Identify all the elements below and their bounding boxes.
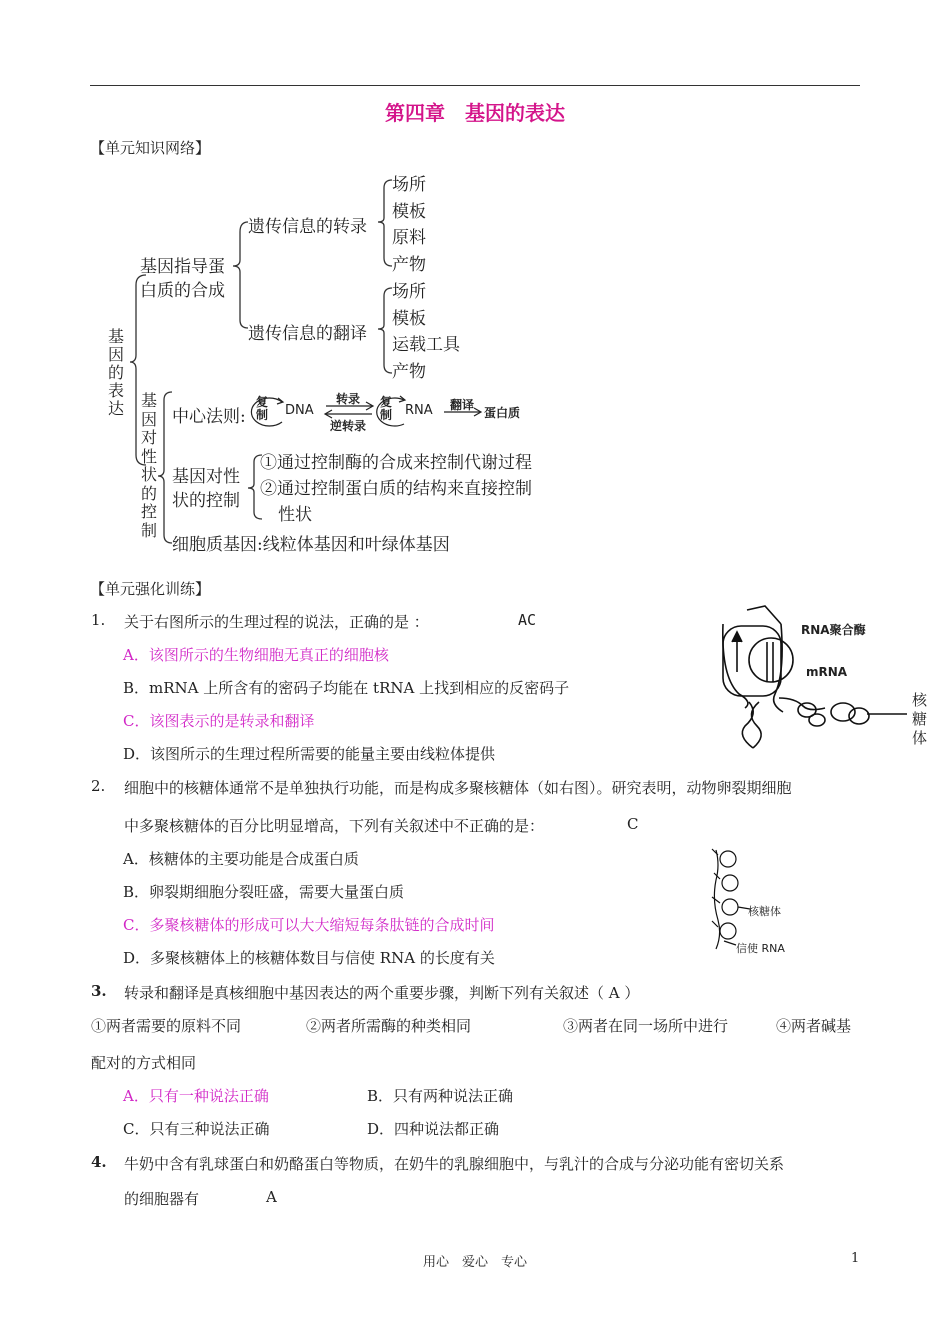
branch2-char: 因 (141, 409, 158, 429)
q3-item-3: ③两者在同一场所中进行 (563, 1017, 729, 1035)
q1-option-d: D．该图所示的生理过程所需要的能量主要由线粒体提供 (123, 745, 496, 763)
branch-trait-control (141, 392, 161, 540)
branch2-char: 状 (141, 465, 158, 484)
q2-answer: C (627, 815, 639, 833)
translate-label: 翻译 (450, 398, 475, 412)
branch2-char: 的 (141, 483, 158, 503)
root-char: 表 (108, 381, 125, 400)
item: 模板 (392, 201, 426, 222)
trait-label-line: 基因对性 (172, 467, 240, 487)
root-char: 的 (108, 363, 125, 382)
trait-item: ②通过控制蛋白质的结构来直接控制 (260, 479, 532, 499)
q3-option-d: D．四种说法都正确 (367, 1120, 500, 1138)
trait-item: ①通过控制酶的合成来控制代谢过程 (260, 453, 532, 473)
q4-number: 4. (91, 1153, 107, 1171)
cytoplasm-genes: 细胞质基因:线粒体基因和叶绿体基因 (172, 535, 450, 555)
q2-option-a: A．核糖体的主要功能是合成蛋白质 (123, 850, 359, 868)
q2-fig-mrna-label: 信使 RNA (736, 942, 785, 955)
trait-item: 性状 (278, 505, 312, 525)
q1-stem: 关于右图所示的生理过程的说法，正确的是 ： (124, 613, 429, 631)
root-char: 基 (108, 327, 125, 346)
branch1-line: 基因指导蛋 (140, 257, 225, 277)
q2-figure-polyribosome (708, 845, 788, 955)
ribosome-char: 体 (912, 729, 928, 747)
page-number: 1 (851, 1251, 860, 1266)
reverse-transcribe-label: 逆转录 (330, 419, 367, 433)
branch1-line: 白质的合成 (140, 281, 225, 301)
q1-option-a: A．该图所示的生物细胞无真正的细胞核 (123, 646, 389, 664)
concept-root (108, 328, 128, 418)
item: 产物 (392, 361, 426, 382)
item: 产物 (392, 254, 426, 275)
q1-fig-mrna-label: mRNA (806, 665, 848, 679)
item: 场所 (392, 175, 426, 195)
ribosome-char: 核 (912, 691, 928, 709)
q2-option-b: B．卵裂期细胞分裂旺盛，需要大量蛋白质 (123, 883, 405, 901)
root-char: 达 (108, 399, 125, 418)
root-char: 因 (108, 345, 125, 364)
item: 场所 (392, 282, 426, 302)
q2-fig-ribosome-label: 核糖体 (748, 905, 781, 918)
translation-items (392, 279, 460, 385)
transcription-node: 遗传信息的转录 (248, 217, 367, 237)
q4-stem-line1: 牛奶中含有乳球蛋白和奶酪蛋白等物质，在奶牛的乳腺细胞中，与乳汁的合成与分泌功能有密切关系 (124, 1155, 785, 1173)
replicate-label-dna: 复制 (256, 395, 269, 422)
q3-item-4: ④两者碱基 (776, 1017, 852, 1035)
branch2-char: 控 (141, 502, 158, 521)
central-dogma-label: 中心法则: (172, 407, 246, 427)
trait-control-items (260, 450, 532, 528)
q3-option-c: C．只有三种说法正确 (123, 1120, 270, 1138)
q3-option-b: B．只有两种说法正确 (367, 1087, 514, 1105)
q1-number: 1. (91, 611, 106, 629)
q1-fig-ribosome-label (912, 691, 928, 748)
translation-node: 遗传信息的翻译 (248, 324, 367, 344)
q2-number: 2. (91, 777, 106, 795)
q2-stem-line1: 细胞中的核糖体通常不是单独执行功能，而是构成多聚核糖体（如右图）。研究表明，动物卵裂期细胞 (124, 779, 792, 797)
rna-label: RNA (405, 403, 433, 418)
q4-answer: A (266, 1188, 277, 1206)
q3-number: 3. (91, 982, 107, 1000)
trait-label-line: 状的控制 (172, 491, 240, 511)
q4-stem-line2: 的细胞器有 (124, 1190, 200, 1208)
q3-item-1: ①两者需要的原料不同 (91, 1017, 242, 1035)
dna-label: DNA (285, 403, 314, 418)
q1-fig-polymerase-label: RNA聚合酶 (801, 623, 866, 637)
q1-answer: AC (518, 611, 537, 629)
q3-item-2: ②两者所需酶的种类相同 (306, 1017, 472, 1035)
trait-control-label (172, 465, 240, 513)
q2-option-c: C．多聚核糖体的形成可以大大缩短每条肽链的合成时间 (123, 916, 495, 934)
transcription-items (392, 172, 426, 278)
q3-option-a: A．只有一种说法正确 (123, 1087, 269, 1105)
item: 运载工具 (392, 335, 460, 355)
branch2-char: 对 (141, 428, 158, 447)
footer-slogan: 用心 爱心 专心 (422, 1255, 527, 1270)
q3-stem: 转录和翻译是真核细胞中基因表达的两个重要步骤，判断下列有关叙述（ A ） (124, 984, 640, 1002)
item: 原料 (392, 228, 426, 248)
section-training-heading: 【单元强化训练】 (90, 580, 211, 598)
ribosome-char: 糖 (912, 710, 928, 728)
branch2-char: 基 (141, 391, 158, 410)
q1-option-b: B．mRNA 上所含有的密码子均能在 tRNA 上找到相应的反密码子 (123, 679, 570, 697)
branch2-char: 制 (141, 520, 158, 540)
protein-label: 蛋白质 (484, 406, 521, 420)
transcribe-label: 转录 (336, 392, 361, 406)
page-title: 第四章 基因的表达 (385, 101, 565, 125)
q2-stem-line2: 中多聚核糖体的百分比明显增高，下列有关叙述中不正确的是： (124, 817, 545, 835)
item: 模板 (392, 308, 426, 329)
branch2-char: 性 (141, 446, 158, 466)
q3-item-4-cont: 配对的方式相同 (91, 1054, 197, 1072)
branch-protein-synthesis (140, 255, 225, 303)
q1-option-c: C．该图表示的是转录和翻译 (123, 712, 315, 730)
q2-option-d: D．多聚核糖体上的核糖体数目与信使 RNA 的长度有关 (123, 949, 495, 967)
section-network-heading: 【单元知识网络】 (90, 139, 211, 157)
replicate-label-rna: 复制 (380, 395, 393, 422)
